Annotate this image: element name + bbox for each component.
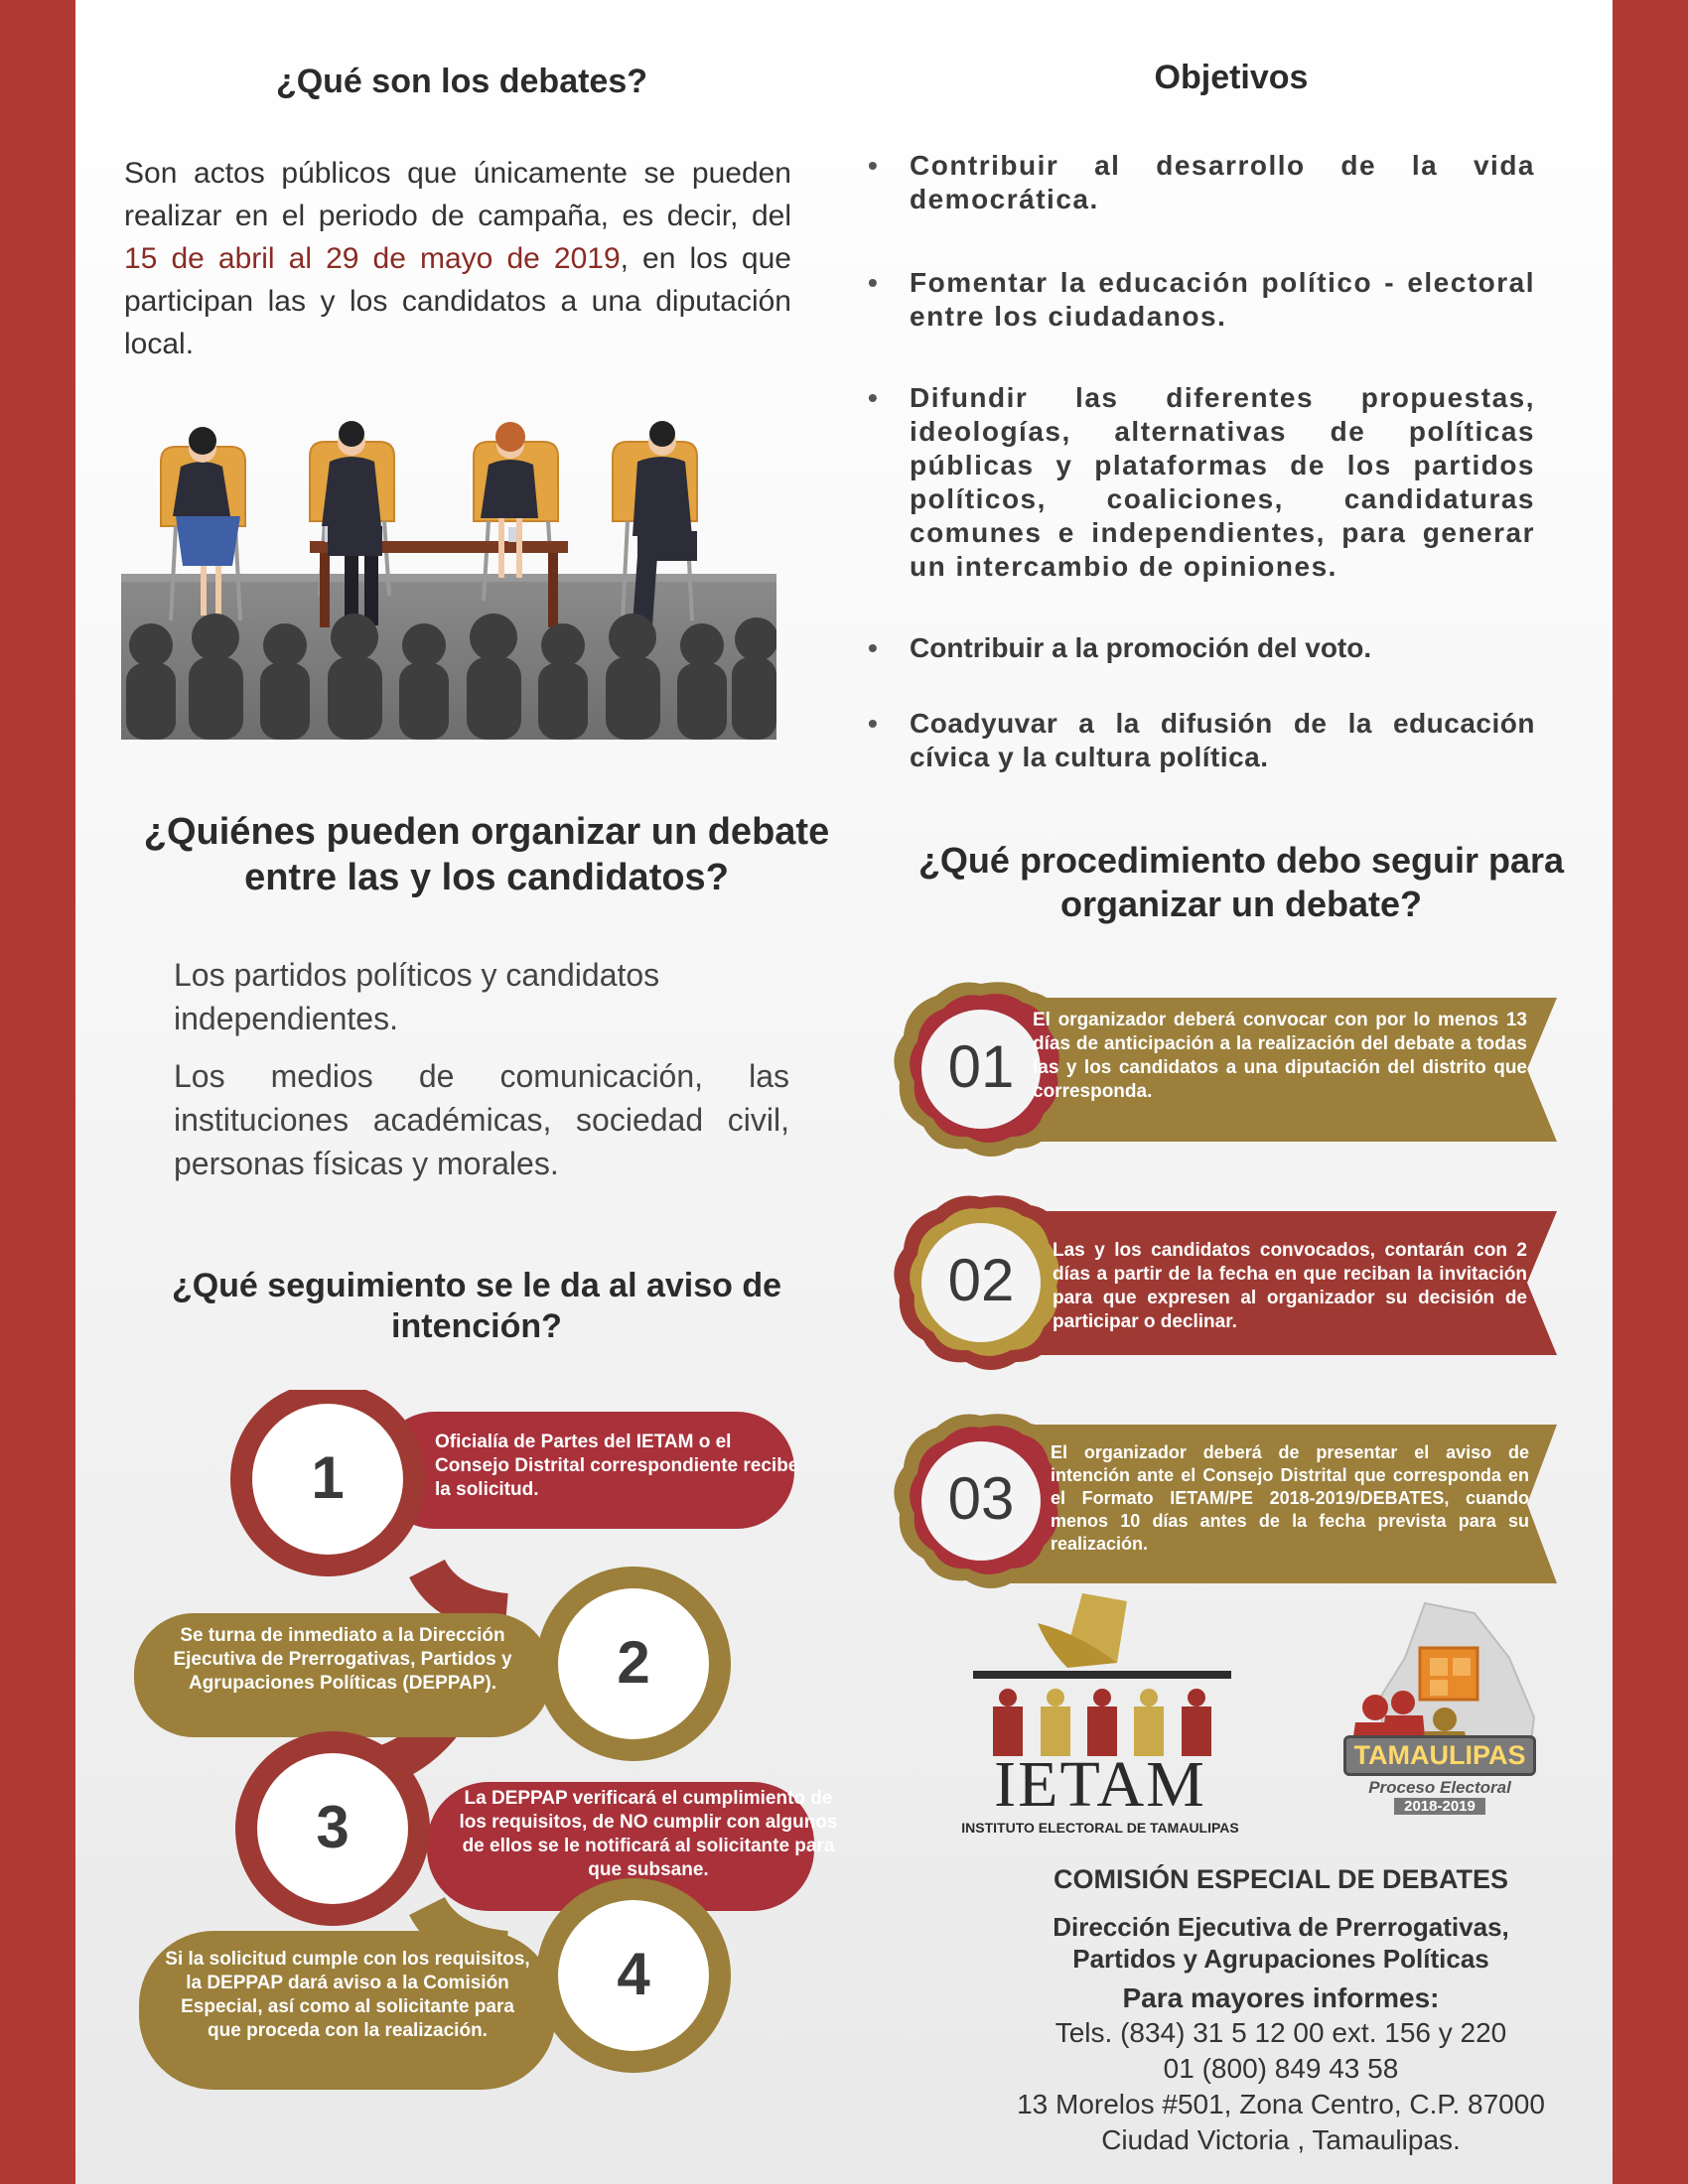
que-son-title: ¿Qué son los debates? xyxy=(275,63,648,100)
tamaulipas-logo-years: 2018-2019 xyxy=(1394,1798,1485,1815)
que-son-text-before: Son actos públicos que únicamente se pueden realizar en el periodo de campaña, es decir, del xyxy=(124,157,791,232)
procedimiento-step-number: 03 xyxy=(947,1465,1015,1532)
seguimiento-step-number: 2 xyxy=(617,1629,650,1696)
right-red-band xyxy=(1613,0,1688,2184)
seguimiento-step-text: Si la solicitud cumple con los requisitos, la DEPPAP dará aviso a la Comisión Especial, así como al solicitante para que proceda con la realización. xyxy=(165,1949,530,2041)
objetivo-item: • Contribuir a la promoción del voto. xyxy=(864,631,1535,665)
objetivo-item: • Coadyuvar a la difusión de la educación cívica y la cultura política. xyxy=(864,707,1535,774)
city: Ciudad Victoria , Tamaulipas. xyxy=(1101,2124,1461,2155)
seguimiento-step-number: 1 xyxy=(311,1444,345,1511)
quienes-text xyxy=(174,953,789,1185)
ietam-logo-subtitle: INSTITUTO ELECTORAL DE TAMAULIPAS xyxy=(961,1820,1239,1836)
direction-line-2: Partidos y Agrupaciones Políticas xyxy=(1072,1944,1489,1974)
objetivo-item: • Difundir las diferentes propuestas, ideologías, alternativas de políticas públicas y plataformas de los partidos políticos, coaliciones, candidaturas comunes e independientes, para generar un intercambio de opiniones. xyxy=(864,381,1535,584)
procedimiento-step-text: El organizador deberá convocar con por lo menos 13 días de anticipación a la realización del debate a todas las y los candidatos a una diputación del distrito que corresponda. xyxy=(1033,1010,1527,1102)
tamaulipas-logo-name: TAMAULIPAS xyxy=(1343,1735,1537,1776)
objetivo-item: • Fomentar la educación político - electoral entre los ciudadanos. xyxy=(864,266,1535,334)
tamaulipas-logo xyxy=(1331,1735,1549,1825)
procedimiento-step-number: 01 xyxy=(947,1033,1015,1100)
procedimiento-step-text: Las y los candidatos convocados, contarán con 2 días a partir de la fecha en que reciban la invitación para que expresen al organizador su decisión de participar o declinar. xyxy=(1053,1240,1527,1332)
objetivos-list xyxy=(864,149,1535,774)
seguimiento-step-number: 4 xyxy=(617,1941,650,2007)
seguimiento-title: ¿Qué seguimiento se le da al aviso de intención? xyxy=(171,1267,782,1346)
que-son-text xyxy=(124,152,791,365)
phone-numbers: Tels. (834) 31 5 12 00 ext. 156 y 220 xyxy=(1055,2017,1507,2048)
seguimiento-step-text: Se turna de inmediato a la Dirección Ejecutiva de Prerrogativas, Partidos y Agrupaciones Políticas (DEPPAP). xyxy=(173,1625,512,1694)
ietam-logo-graphic xyxy=(968,1593,1236,1772)
more-info-label: Para mayores informes: xyxy=(1122,1982,1440,2013)
procedimiento-title: ¿Qué procedimiento debo seguir para organizar un debate? xyxy=(917,840,1565,924)
seguimiento-step-text: La DEPPAP verificará el cumplimiento de los requisitos, de NO cumplir con algunos de ellos se le notificará al solicitante para que subsane. xyxy=(459,1788,838,1880)
quienes-title: ¿Quiénes pueden organizar un debate entre las y los candidatos? xyxy=(143,811,830,899)
seguimiento-step-text: Oficialía de Partes del IETAM o el Consejo Distrital correspondiente recibe la solicitud. xyxy=(435,1432,799,1500)
debate-illustration xyxy=(121,407,776,740)
left-red-band xyxy=(0,0,75,2184)
que-son-text-after: , en los que participan las y los candidatos a una diputación local. xyxy=(124,242,791,360)
tamaulipas-logo-subtitle: Proceso Electoral xyxy=(1368,1778,1511,1797)
que-son-date: 15 de abril al 29 de mayo de 2019 xyxy=(124,242,621,275)
direction-line-1: Dirección Ejecutiva de Prerrogativas, xyxy=(1053,1912,1509,1942)
toll-free-number: 01 (800) 849 43 58 xyxy=(1163,2053,1399,2084)
objetivo-item: • Contribuir al desarrollo de la vida democrática. xyxy=(864,149,1535,216)
seguimiento-step-number: 3 xyxy=(316,1794,350,1860)
commission-name: COMISIÓN ESPECIAL DE DEBATES xyxy=(1053,1864,1509,1894)
quienes-paragraph: Los partidos políticos y candidatos independientes. xyxy=(174,957,660,1036)
ietam-logo-name: IETAM xyxy=(994,1748,1206,1821)
objetivos-title: Objetivos xyxy=(1154,59,1309,96)
address: 13 Morelos #501, Zona Centro, C.P. 87000 xyxy=(1017,2089,1545,2119)
quienes-paragraph: Los medios de comunicación, las instituciones académicas, sociedad civil, personas físicas y morales. xyxy=(174,1058,789,1181)
procedimiento-step-number: 02 xyxy=(947,1247,1015,1313)
procedimiento-step-text: El organizador deberá de presentar el aviso de intención ante el Consejo Distrital que corresponda en el Formato IETAM/PE 2018-2019/DEBATES, cuando menos 10 días antes de la fecha prevista para su realización. xyxy=(1051,1442,1529,1554)
